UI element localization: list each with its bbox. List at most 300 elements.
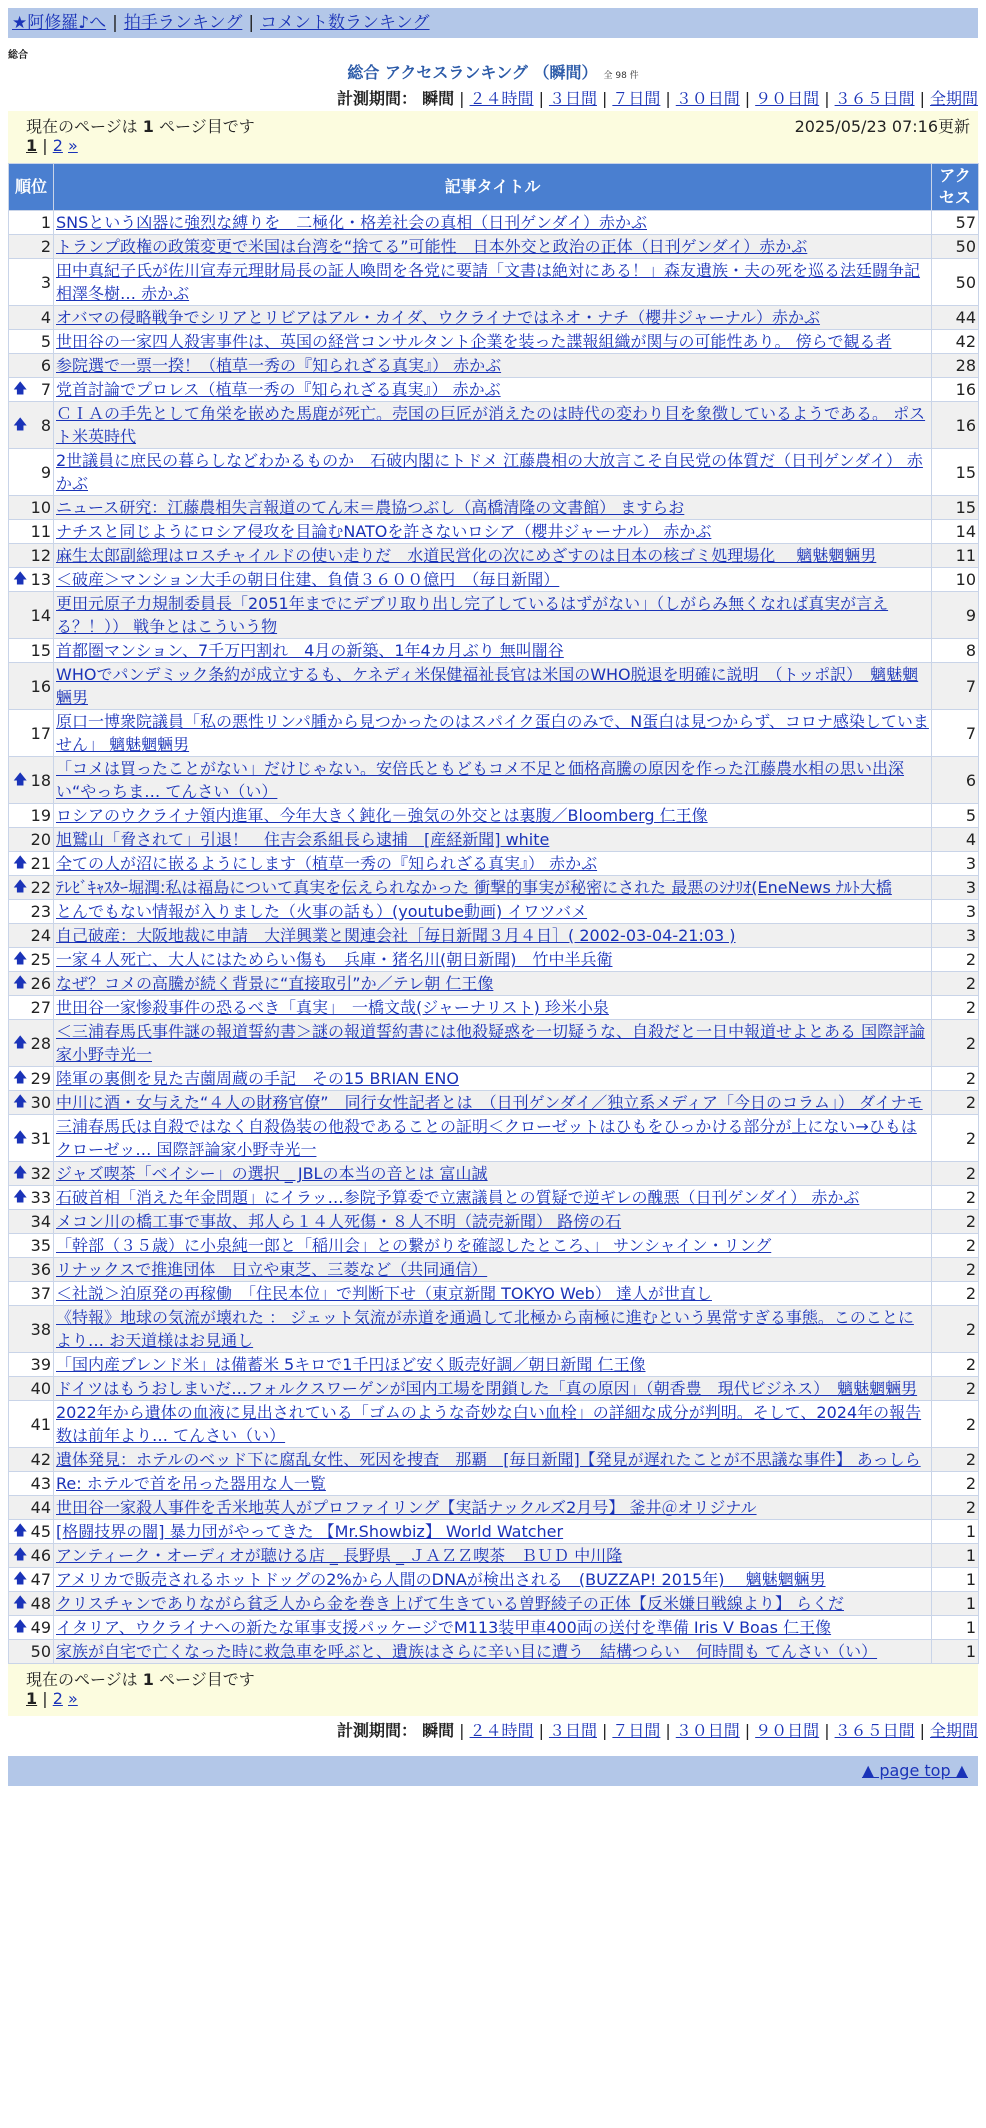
pager-links: 1 | 2 » bbox=[26, 136, 78, 155]
article-link[interactable]: 更田元原子力規制委員長「2051年までにデブリ取り出し完了しているはずがない」（しがらみ無くなれば真実が言える？！）） 戦争とはこういう物 bbox=[56, 594, 889, 636]
period-24h-link[interactable]: ２４時間 bbox=[469, 89, 534, 108]
ranking-table bbox=[8, 163, 979, 1664]
article-link[interactable]: 2世議員に庶民の暮らしなどわかるものか 石破内閣にトドメ 江藤農相の大放言こそ自民党の体質だ（日刊ゲンダイ） 赤かぶ bbox=[56, 451, 923, 493]
rank-number: 38 bbox=[30, 1319, 51, 1339]
title-cell bbox=[54, 1568, 932, 1592]
title-cell bbox=[54, 1520, 932, 1544]
applause-ranking-link[interactable]: 拍手ランキング bbox=[123, 13, 243, 33]
title-cell bbox=[54, 1115, 932, 1162]
category-label: 総合 bbox=[8, 50, 28, 61]
article-link[interactable]: 三浦春馬氏は自殺ではなく自殺偽装の他殺であることの証明＜クローゼットはひもをひっかける部分が上にない→ひもはクローゼッ… 国際評論家小野寺光一 bbox=[56, 1117, 917, 1159]
rank-cell bbox=[9, 1448, 54, 1472]
period-90d-link[interactable]: ９０日間 bbox=[755, 1721, 820, 1740]
article-link[interactable]: アメリカで販売されるホットドッグの2%から人間のDNAが検出される (BUZZAP! 2015年) 魑魅魍魎男 bbox=[56, 1570, 826, 1589]
page-2-link[interactable]: 2 bbox=[52, 136, 63, 155]
article-link[interactable]: 一家４人死亡、大人にはためらい傷も 兵庫・猪名川(朝日新聞) 竹中半兵衛 bbox=[56, 950, 613, 969]
rank-up-arrow-icon: 🡅 bbox=[13, 771, 28, 788]
table-row bbox=[9, 639, 979, 663]
article-link[interactable]: ニュース研究：江藤農相失言報道のてん末＝農協つぶし（高橋清隆の文書館） ますらお bbox=[56, 498, 685, 517]
article-link[interactable]: ロシアのウクライナ領内進軍、今年大きく鈍化－強気の外交とは裏腹／Bloomberg 仁王像 bbox=[56, 806, 708, 825]
article-link[interactable]: 全ての人が沼に嵌るようにします（植草一秀の『知られざる真実』） 赤かぶ bbox=[56, 854, 598, 873]
table-row bbox=[9, 948, 979, 972]
title-cell bbox=[54, 1616, 932, 1640]
title-cell bbox=[54, 235, 932, 259]
table-row bbox=[9, 972, 979, 996]
rank-number: 40 bbox=[30, 1379, 51, 1398]
table-row bbox=[9, 876, 979, 900]
title-cell bbox=[54, 568, 932, 592]
rank-number: 49 bbox=[30, 1618, 51, 1637]
table-row bbox=[9, 1258, 979, 1282]
page-title bbox=[0, 60, 986, 83]
table-row bbox=[9, 1448, 979, 1472]
access-count: 2 bbox=[932, 1401, 979, 1448]
pager-bottom bbox=[8, 1664, 978, 1716]
article-link[interactable]: イタリア、ウクライナへの新たな軍事支援パッケージでM113装甲車400両の送付を準備 Iris V Boas 仁王像 bbox=[56, 1618, 832, 1637]
rank-up-arrow-icon: 🡅 bbox=[13, 1595, 28, 1611]
rank-number: 41 bbox=[30, 1414, 51, 1434]
rank-cell bbox=[9, 1496, 54, 1520]
rank-cell bbox=[9, 1592, 54, 1616]
table-row bbox=[9, 402, 979, 449]
title-cell bbox=[54, 449, 932, 496]
rank-cell bbox=[9, 1377, 54, 1401]
table-row bbox=[9, 1401, 979, 1448]
title-cell bbox=[54, 1020, 932, 1067]
table-row bbox=[9, 378, 979, 402]
article-link[interactable]: ＜社説＞泊原発の再稼働 「住民本位」で判断下せ（東京新聞 TOKYO Web） 達人が世直し bbox=[56, 1284, 712, 1303]
rank-cell bbox=[9, 757, 54, 804]
total-count: 全 98 件 bbox=[603, 71, 639, 81]
rank-up-arrow-icon: 🡅 bbox=[13, 951, 28, 967]
title-cell bbox=[54, 1282, 932, 1306]
rank-number: 46 bbox=[30, 1546, 51, 1565]
table-row bbox=[9, 211, 979, 235]
period-label: 計測期間： bbox=[337, 89, 418, 108]
rank-up-arrow-icon: 🡅 bbox=[13, 1165, 28, 1181]
title-cell bbox=[54, 876, 932, 900]
access-count: 16 bbox=[932, 402, 979, 449]
period-7d-link[interactable]: ７日間 bbox=[612, 1721, 661, 1740]
rank-number: 12 bbox=[30, 546, 51, 565]
access-count: 2 bbox=[932, 1377, 979, 1401]
title-cell bbox=[54, 828, 932, 852]
article-link[interactable]: 世田谷一家殺人事件を舌米地英人がプロファイリング【実話ナックルズ2月号】 釜井＠オリジナル bbox=[56, 1498, 757, 1517]
article-link[interactable]: 自己破産：大阪地裁に申請 大洋興業と関連会社［毎日新聞３月４日］( 2002-03-04-21:03 ) bbox=[56, 926, 736, 945]
access-count: 2 bbox=[932, 1448, 979, 1472]
rank-cell bbox=[9, 1640, 54, 1664]
table-row bbox=[9, 1091, 979, 1115]
rank-up-arrow-icon: 🡅 bbox=[13, 975, 28, 991]
period-selector-top: 計測期間： 瞬間 | ２４時間 | ３日間 | ７日間 | ３０日間 | ９０日間 | ３６５日間 | 全期間 bbox=[337, 89, 978, 108]
rank-cell bbox=[9, 924, 54, 948]
col-access-header: アクセス bbox=[932, 164, 979, 211]
period-30d-link[interactable]: ３０日間 bbox=[675, 89, 740, 108]
article-link[interactable]: なぜ？コメの高騰が続く背景に“直接取引”か／テレ朝 仁王像 bbox=[56, 974, 494, 993]
article-link[interactable]: 党首討論でプロレス（植草一秀の『知られざる真実』） 赤かぶ bbox=[56, 380, 501, 399]
rank-cell bbox=[9, 1353, 54, 1377]
rank-number: 20 bbox=[30, 830, 51, 849]
rank-cell bbox=[9, 1520, 54, 1544]
nav-separator: | bbox=[248, 13, 255, 33]
article-link[interactable]: 石破首相「消えた年金問題」にイラッ…参院予算委で立憲議員との質疑で逆ギレの醜悪（日刊ゲンダイ） 赤かぶ bbox=[56, 1188, 860, 1207]
table-row bbox=[9, 1353, 979, 1377]
title-cell bbox=[54, 1472, 932, 1496]
article-link[interactable]: 「国内産ブレンド米」は備蓄米 5キロで1千円ほど安く販売好調／朝日新聞 仁王像 bbox=[56, 1355, 646, 1374]
rank-cell bbox=[9, 1306, 54, 1353]
access-count: 1 bbox=[932, 1544, 979, 1568]
access-count: 10 bbox=[932, 568, 979, 592]
rank-cell bbox=[9, 804, 54, 828]
rank-cell bbox=[9, 710, 54, 757]
rank-number: 35 bbox=[30, 1236, 51, 1255]
rank-up-arrow-icon: 🡅 bbox=[13, 1034, 28, 1051]
title-cell bbox=[54, 306, 932, 330]
title-cell bbox=[54, 1162, 932, 1186]
access-count: 2 bbox=[932, 1210, 979, 1234]
rank-number: 13 bbox=[30, 570, 51, 589]
access-count: 2 bbox=[932, 1067, 979, 1091]
access-count: 2 bbox=[932, 1496, 979, 1520]
table-row bbox=[9, 1186, 979, 1210]
title-cell bbox=[54, 330, 932, 354]
rank-cell bbox=[9, 449, 54, 496]
access-count: 2 bbox=[932, 1091, 979, 1115]
access-count: 1 bbox=[932, 1616, 979, 1640]
rank-cell bbox=[9, 330, 54, 354]
access-count: 2 bbox=[932, 1234, 979, 1258]
rank-cell bbox=[9, 1186, 54, 1210]
article-link[interactable]: 2022年から遺体の血液に見出されている「ゴムのような奇妙な白い血栓」の詳細な成分が判明。そして、2024年の報告数は前年より… てんさい（い） bbox=[56, 1403, 922, 1445]
article-link[interactable]: 旭鷲山「脅されて」引退！ 住吉会系組長ら逮捕 [産経新聞] white bbox=[56, 830, 550, 849]
rank-cell bbox=[9, 1067, 54, 1091]
article-link[interactable]: 「幹部（３５歳）に小泉純一郎と「稲川会」との繋がりを確認したところ、」 サンシャイン・リング bbox=[56, 1236, 772, 1255]
access-count: 4 bbox=[932, 828, 979, 852]
article-link[interactable]: 参院選で一票一揆！（植草一秀の『知られざる真実』） 赤かぶ bbox=[56, 356, 502, 375]
rank-number: 30 bbox=[30, 1093, 51, 1112]
table-row bbox=[9, 1162, 979, 1186]
title-cell bbox=[54, 804, 932, 828]
access-count: 2 bbox=[932, 1162, 979, 1186]
next-page-link[interactable]: » bbox=[68, 1689, 78, 1708]
article-link[interactable]: 家族が自宅で亡くなった時に救急車を呼ぶと、遺族はさらに辛い目に遭う 結構つらい 何時間も てんさい（い） bbox=[56, 1642, 878, 1661]
access-count: 5 bbox=[932, 804, 979, 828]
access-count: 8 bbox=[932, 639, 979, 663]
access-count: 7 bbox=[932, 710, 979, 757]
rank-up-arrow-icon: 🡅 bbox=[13, 1523, 28, 1539]
table-row bbox=[9, 1234, 979, 1258]
article-link[interactable]: オバマの侵略戦争でシリアとリビアはアル・カイダ、ウクライナではネオ・ナチ（櫻井ジャーナル）赤かぶ bbox=[56, 308, 821, 327]
rank-number: 8 bbox=[40, 415, 51, 435]
rank-number: 15 bbox=[30, 641, 51, 660]
title-cell bbox=[54, 1234, 932, 1258]
table-row bbox=[9, 259, 979, 306]
article-link[interactable]: 世田谷の一家四人殺害事件は、英国の経営コンサルタント企業を装った諜報組織が関与の可能性あり。 傍らで観る者 bbox=[56, 332, 892, 351]
table-row bbox=[9, 710, 979, 757]
rank-up-arrow-icon: 🡅 bbox=[13, 1070, 28, 1086]
rank-cell bbox=[9, 259, 54, 306]
title-cell bbox=[54, 1377, 932, 1401]
rank-cell bbox=[9, 1401, 54, 1448]
table-row bbox=[9, 354, 979, 378]
rank-number: 16 bbox=[30, 676, 51, 696]
table-row bbox=[9, 1377, 979, 1401]
rank-cell bbox=[9, 1568, 54, 1592]
pager-status: 現在のページは 1 ページ目です bbox=[26, 1670, 255, 1689]
article-link[interactable]: 《特報》地球の気流が壊れた ： ジェット気流が赤道を通過して北極から南極に進むという異常すぎる事態。このことにより… お天道様はお見通し bbox=[56, 1308, 914, 1350]
rank-number: 11 bbox=[30, 522, 51, 541]
access-count: 2 bbox=[932, 972, 979, 996]
table-row bbox=[9, 1306, 979, 1353]
article-link[interactable]: 遺体発見：ホテルのベッド下に腐乱女性、死因を捜査 那覇 [毎日新聞]【発見が遅れたことが不思議な事件】 あっしら bbox=[56, 1450, 921, 1469]
rank-cell bbox=[9, 663, 54, 710]
table-row bbox=[9, 449, 979, 496]
period-7d-link[interactable]: ７日間 bbox=[612, 89, 661, 108]
article-link[interactable]: アンティーク・オーディオが聴ける店 _ 長野県 _ ＪＡＺＺ喫茶 ＢＵＤ 中川隆 bbox=[56, 1546, 623, 1565]
rank-cell bbox=[9, 592, 54, 639]
ranking-title: 総合 アクセスランキング （瞬間） bbox=[347, 63, 598, 82]
rank-cell bbox=[9, 496, 54, 520]
title-cell bbox=[54, 972, 932, 996]
nav-separator: | bbox=[112, 13, 118, 33]
rank-cell bbox=[9, 1020, 54, 1067]
table-row bbox=[9, 1544, 979, 1568]
access-count: 3 bbox=[932, 900, 979, 924]
title-cell bbox=[54, 211, 932, 235]
rank-number: 4 bbox=[40, 308, 51, 327]
title-cell bbox=[54, 592, 932, 639]
rank-number: 26 bbox=[30, 974, 51, 993]
title-cell bbox=[54, 1091, 932, 1115]
rank-cell bbox=[9, 828, 54, 852]
access-count: 42 bbox=[932, 330, 979, 354]
page-top-link[interactable]: ▲ page top ▲ bbox=[861, 1761, 968, 1780]
article-link[interactable]: 麻生太郎副総理はロスチャイルドの使い走りだ 水道民営化の次にめざすのは日本の核ゴミ処理場化 魑魅魍魎男 bbox=[56, 546, 877, 565]
article-link[interactable]: 原口一博衆院議員「私の悪性リンパ腫から見つかったのはスパイク蛋白のみで、N蛋白は見つからず、コロナ感染していません」 魑魅魍魎男 bbox=[56, 712, 929, 754]
period-3d-link[interactable]: ３日間 bbox=[548, 89, 597, 108]
title-cell bbox=[54, 1067, 932, 1091]
rank-cell bbox=[9, 1091, 54, 1115]
table-row bbox=[9, 1115, 979, 1162]
title-cell bbox=[54, 1186, 932, 1210]
table-row bbox=[9, 1568, 979, 1592]
period-365d-link[interactable]: ３６５日間 bbox=[834, 1721, 915, 1740]
rank-cell bbox=[9, 972, 54, 996]
title-cell bbox=[54, 1496, 932, 1520]
rank-cell bbox=[9, 1210, 54, 1234]
article-link[interactable]: クリスチャンでありながら貧乏人から金を巻き上げて生きている曽野綾子の正体【反米嫌日戦線より】 らくだ bbox=[56, 1594, 844, 1613]
title-cell bbox=[54, 354, 932, 378]
article-link[interactable]: [格闘技界の闇] 暴力団がやってきた 【Mr.Showbiz】 World Watcher bbox=[56, 1522, 564, 1541]
table-row bbox=[9, 852, 979, 876]
rank-up-arrow-icon: 🡅 bbox=[13, 1571, 28, 1587]
table-row bbox=[9, 663, 979, 710]
access-count: 3 bbox=[932, 876, 979, 900]
article-link[interactable]: Re: ホテルで首を吊った器用な人一覧 bbox=[56, 1474, 326, 1493]
table-header-row bbox=[9, 164, 979, 211]
title-cell bbox=[54, 496, 932, 520]
rank-number: 27 bbox=[30, 998, 51, 1017]
current-page: 1 bbox=[26, 136, 38, 155]
access-count: 1 bbox=[932, 1568, 979, 1592]
title-cell bbox=[54, 639, 932, 663]
article-link[interactable]: WHOでパンデミック条約が成立するも、ケネディ米保健福祉長官は米国のWHO脱退を明確に説明 （トッポ訳） 魑魅魍魎男 bbox=[56, 665, 919, 707]
rank-cell bbox=[9, 1282, 54, 1306]
article-link[interactable]: 中川に酒・女与えた“４人の財務官僚” 同行女性記者とは （日刊ゲンダイ／独立系メディア「今日のコラム」） ダイナモ bbox=[56, 1093, 923, 1112]
comment-ranking-link[interactable]: コメント数ランキング bbox=[260, 13, 430, 33]
rank-number: 42 bbox=[30, 1450, 51, 1469]
rank-number: 36 bbox=[30, 1260, 51, 1279]
access-count: 1 bbox=[932, 1592, 979, 1616]
access-count: 1 bbox=[932, 1640, 979, 1664]
article-link[interactable]: リナックスで推進団体 日立や東芝、三菱など（共同通信） bbox=[56, 1260, 488, 1279]
article-link[interactable]: トランプ政権の政策変更で米国は台湾を“捨てる”可能性 日本外交と政治の正体（日刊ゲンダイ）赤かぶ bbox=[56, 237, 808, 256]
next-page-link[interactable]: » bbox=[68, 136, 78, 155]
access-count: 9 bbox=[932, 592, 979, 639]
pager-links: 1 | 2 » bbox=[26, 1689, 78, 1708]
period-90d-link[interactable]: ９０日間 bbox=[755, 89, 820, 108]
rank-cell bbox=[9, 211, 54, 235]
title-cell bbox=[54, 852, 932, 876]
access-count: 44 bbox=[932, 306, 979, 330]
table-row bbox=[9, 330, 979, 354]
rank-number: 10 bbox=[30, 498, 51, 517]
access-count: 2 bbox=[932, 948, 979, 972]
article-link[interactable]: ナチスと同じようにロシア侵攻を目論むNATOを許さないロシア（櫻井ジャーナル） 赤かぶ bbox=[56, 522, 712, 541]
rank-number: 9 bbox=[40, 462, 51, 482]
rank-number: 25 bbox=[30, 950, 51, 969]
title-cell bbox=[54, 757, 932, 804]
rank-number: 22 bbox=[30, 878, 51, 897]
rank-number: 33 bbox=[30, 1188, 51, 1207]
title-cell bbox=[54, 1592, 932, 1616]
rank-up-arrow-icon: 🡅 bbox=[13, 855, 28, 871]
rank-cell bbox=[9, 852, 54, 876]
rank-cell bbox=[9, 568, 54, 592]
rank-cell bbox=[9, 900, 54, 924]
period-3d-link[interactable]: ３日間 bbox=[548, 1721, 597, 1740]
rank-cell bbox=[9, 378, 54, 402]
access-count: 2 bbox=[932, 1306, 979, 1353]
rank-number: 32 bbox=[30, 1164, 51, 1183]
rank-cell bbox=[9, 1162, 54, 1186]
table-row bbox=[9, 235, 979, 259]
rank-up-arrow-icon: 🡅 bbox=[13, 1619, 28, 1635]
rank-number: 14 bbox=[30, 605, 51, 625]
period-selector-bottom: 計測期間： 瞬間 | ２４時間 | ３日間 | ７日間 | ３０日間 | ９０日間 | ３６５日間 | 全期間 bbox=[337, 1721, 978, 1740]
rank-cell bbox=[9, 520, 54, 544]
access-count: 3 bbox=[932, 924, 979, 948]
rank-cell bbox=[9, 1258, 54, 1282]
rank-cell bbox=[9, 996, 54, 1020]
period-24h-link[interactable]: ２４時間 bbox=[469, 1721, 534, 1740]
article-link[interactable]: とんでもない情報が入りました（火事の話も）(youtube動画) イワツバメ bbox=[56, 902, 588, 921]
rank-number: 50 bbox=[30, 1642, 51, 1661]
rank-number: 1 bbox=[40, 213, 51, 232]
table-row bbox=[9, 1592, 979, 1616]
table-row bbox=[9, 900, 979, 924]
rank-number: 31 bbox=[30, 1128, 51, 1148]
article-link[interactable]: SNSという凶器に強烈な縛りを 二極化・格差社会の真相（日刊ゲンダイ）赤かぶ bbox=[56, 213, 648, 232]
pager-status: 現在のページは 1 ページ目です bbox=[26, 117, 255, 136]
rank-number: 2 bbox=[40, 237, 51, 256]
table-row bbox=[9, 520, 979, 544]
rank-number: 18 bbox=[30, 770, 51, 790]
article-link[interactable]: 「コメは買ったことがない」だけじゃない。安倍氏ともどもコメ不足と価格高騰の原因を作った江藤農水相の思い出深い“やっちま… てんさい（い） bbox=[56, 759, 905, 801]
article-link[interactable]: メコン川の橋工事で事故、邦人ら１４人死傷・８人不明（読売新聞） 路傍の石 bbox=[56, 1212, 622, 1231]
page-2-link[interactable]: 2 bbox=[52, 1689, 63, 1708]
access-count: 15 bbox=[932, 449, 979, 496]
rank-up-arrow-icon: 🡅 bbox=[13, 1547, 28, 1563]
table-row bbox=[9, 804, 979, 828]
title-cell bbox=[54, 663, 932, 710]
rank-number: 28 bbox=[30, 1033, 51, 1053]
title-cell bbox=[54, 948, 932, 972]
table-row bbox=[9, 544, 979, 568]
rank-number: 47 bbox=[30, 1570, 51, 1589]
rank-number: 34 bbox=[30, 1212, 51, 1231]
article-link[interactable]: 世田谷一家惨殺事件の恐るべき「真実」 一橋文哉(ジャーナリスト) 珍米小泉 bbox=[56, 998, 609, 1017]
article-link[interactable]: ＜三浦春馬氏事件謎の報道誓約書＞謎の報道誓約書には他殺疑惑を一切疑うな、自殺だと一日中報道せよとある 国際評論家小野寺光一 bbox=[56, 1022, 926, 1064]
article-link[interactable]: ＜破産＞マンション大手の朝日住建、負債３６００億円 （毎日新聞） bbox=[56, 570, 560, 589]
article-link[interactable]: ドイツはもうおしまいだ…フォルクスワーゲンが国内工場を閉鎖した「真の原因」（朝香豊 現代ビジネス） 魑魅魍魎男 bbox=[56, 1379, 918, 1398]
table-row bbox=[9, 757, 979, 804]
home-link[interactable]: ★阿修羅♪へ bbox=[12, 13, 107, 33]
table-row bbox=[9, 1496, 979, 1520]
rank-up-arrow-icon: 🡅 bbox=[13, 1189, 28, 1205]
access-count: 2 bbox=[932, 1472, 979, 1496]
access-count: 2 bbox=[932, 1115, 979, 1162]
table-row bbox=[9, 996, 979, 1020]
access-count: 2 bbox=[932, 1282, 979, 1306]
period-current: 瞬間 bbox=[422, 89, 455, 108]
title-cell bbox=[54, 544, 932, 568]
period-30d-link[interactable]: ３０日間 bbox=[675, 1721, 740, 1740]
table-row bbox=[9, 496, 979, 520]
rank-number: 44 bbox=[30, 1498, 51, 1517]
title-cell bbox=[54, 1640, 932, 1664]
period-all-link[interactable]: 全期間 bbox=[929, 89, 978, 108]
rank-number: 17 bbox=[30, 723, 51, 743]
article-link[interactable]: ﾃﾚﾋﾞｷｬｽﾀｰ堀潤:私は福島について真実を伝えられなかった 衝撃的事実が秘密にされた 最悪のｼﾅﾘｵ(EneNews ﾅﾙﾄ大橋 bbox=[56, 878, 892, 897]
top-nav-bar bbox=[8, 8, 978, 38]
rank-number: 43 bbox=[30, 1474, 51, 1493]
article-link[interactable]: 陸軍の裏側を見た吉薗周蔵の手記 その15 BRIAN ENO bbox=[56, 1069, 459, 1088]
rank-number: 6 bbox=[40, 356, 51, 375]
period-all-link[interactable]: 全期間 bbox=[929, 1721, 978, 1740]
access-count: 3 bbox=[932, 852, 979, 876]
title-cell bbox=[54, 1353, 932, 1377]
access-count: 1 bbox=[932, 1520, 979, 1544]
period-365d-link[interactable]: ３６５日間 bbox=[834, 89, 915, 108]
access-count: 50 bbox=[932, 259, 979, 306]
rank-up-arrow-icon: 🡅 bbox=[13, 1094, 28, 1110]
rank-number: 29 bbox=[30, 1069, 51, 1088]
article-link[interactable]: ジャズ喫茶「ベイシー」の選択 _ JBLの本当の音とは 富山誠 bbox=[56, 1164, 488, 1183]
title-cell bbox=[54, 259, 932, 306]
table-row bbox=[9, 1640, 979, 1664]
access-count: 16 bbox=[932, 378, 979, 402]
table-row bbox=[9, 1472, 979, 1496]
article-link[interactable]: 首都圏マンション、7千万円割れ 4月の新築、1年4カ月ぶり 無叫闇谷 bbox=[56, 641, 564, 660]
rank-number: 7 bbox=[40, 380, 51, 399]
rank-up-arrow-icon: 🡅 bbox=[13, 879, 28, 895]
access-count: 11 bbox=[932, 544, 979, 568]
article-link[interactable]: ＣＩＡの手先として角栄を嵌めた馬鹿が死亡。売国の巨匠が消えたのは時代の変わり目を象徴しているようである。 ポスト米英時代 bbox=[56, 404, 926, 446]
access-count: 2 bbox=[932, 1020, 979, 1067]
title-cell bbox=[54, 710, 932, 757]
article-link[interactable]: 田中真紀子氏が佐川宣寿元理財局長の証人喚問を各党に要請「文書は絶対にある！」森友遺族・夫の死を巡る法廷闘争記 相澤冬樹… 赤かぶ bbox=[56, 261, 921, 303]
